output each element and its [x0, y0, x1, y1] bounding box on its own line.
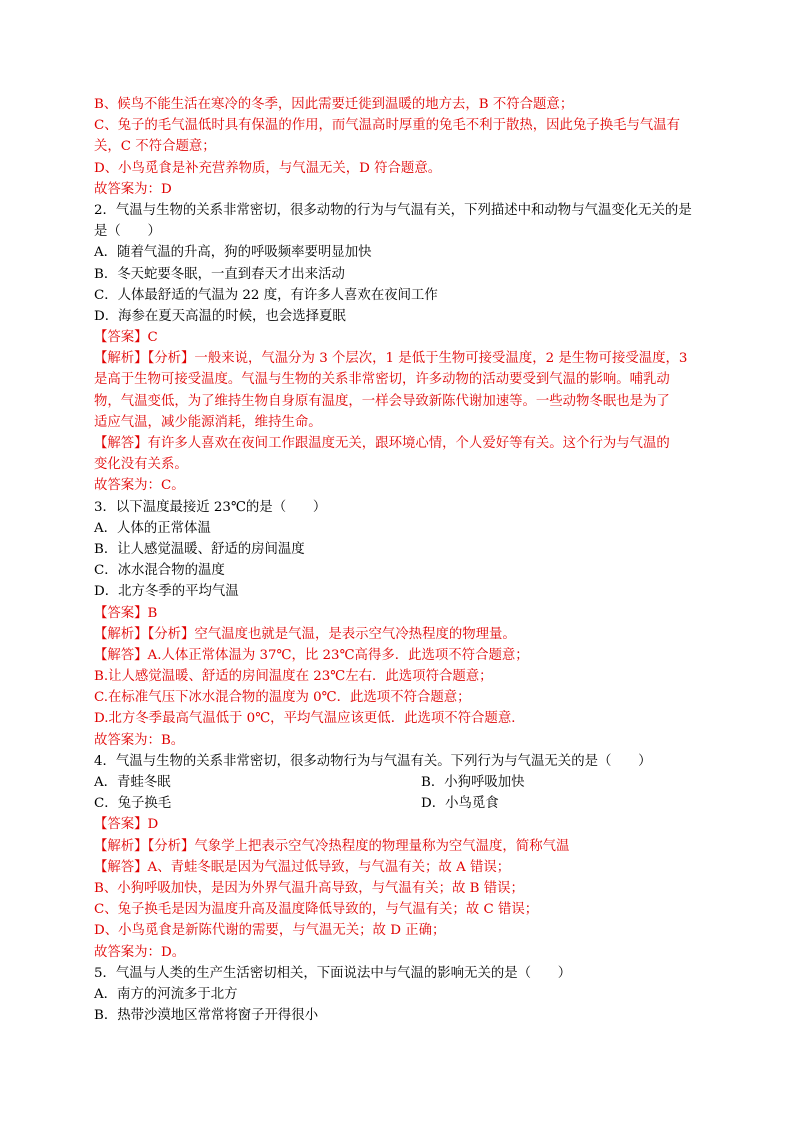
q4-solution-line4: D、小鸟觅食是新陈代谢的需要，与气温无关；故 D 正确； [94, 923, 446, 939]
q2-stem-line1: 2．气温与生物的关系非常密切，很多动物的行为与气温有关，下列描述中和动物与气温变化无关的是 [94, 202, 692, 218]
q4-option-c: C．兔子换毛 [94, 796, 172, 812]
q4-option-a: A．青蛙冬眠 [94, 775, 171, 790]
q2-option-b: B．冬天蛇要冬眠，一直到春天才出来活动 [94, 266, 345, 282]
q2-analysis-line1: 【解析】【分析】一般来说，气温分为 3 个层次，1 是低于生物可接受温度，2 是生物可接受温度，3 [94, 351, 688, 367]
q4-option-d: D．小鸟觅食 [421, 796, 499, 812]
q2-solution-line2: 变化没有关系。 [94, 457, 188, 473]
q4-answer: 【答案】D [94, 817, 159, 833]
q4-options-row2 [94, 793, 704, 814]
q1-option-d-explanation: D、小鸟觅食是补充营养物质，与气温无关，D 符合题意。 [94, 160, 442, 176]
q3-answer: 【答案】B [94, 605, 158, 621]
q4-solution-line3: C、兔子换毛是因为温度升高及温度降低导致的，与气温有关；故 C 错误； [94, 902, 539, 918]
q3-stem: 3．以下温度最接近 23℃的是（ ） [94, 499, 327, 515]
q4-final-answer: 故答案为：D。 [94, 944, 186, 960]
document-page [94, 94, 704, 1026]
q3-solution-line3: C.在标准气压下冰水混合物的温度为 0℃．此选项不符合题意； [94, 690, 471, 706]
q5-stem: 5．气温与人类的生产生活密切相关，下面说法中与气温的影响无关的是（ ） [94, 965, 572, 981]
q4-solution-line1: 【解答】A、青蛙冬眠是因为气温过低导致，与气温有关；故 A 错误； [94, 859, 511, 875]
q2-answer: 【答案】C [94, 330, 158, 346]
q2-analysis-line2: 是高于生物可接受温度。气温与生物的关系非常密切，许多动物的活动要受到气温的影响。哺乳动 [94, 372, 670, 388]
q2-stem-line2: 是（ ） [94, 224, 161, 240]
q2-option-c: C．人体最舒适的气温为 22 度，有许多人喜欢在夜间工作 [94, 287, 438, 303]
q4-stem: 4．气温与生物的关系非常密切，很多动物行为与气温有关。下列行为与气温无关的是（ ） [94, 753, 652, 769]
q3-option-a: A．人体的正常体温 [94, 520, 211, 536]
q3-option-c: C．冰水混合物的温度 [94, 563, 225, 579]
q3-solution-line2: B.让人感觉温暖、舒适的房间温度在 23℃左右．此选项符合题意； [94, 669, 493, 685]
q2-solution-line1: 【解答】有许多人喜欢在夜间工作跟温度无关，跟环境心情，个人爱好等有关。这个行为与气温的 [94, 436, 670, 451]
q4-option-b: B．小狗呼吸加快 [421, 775, 525, 790]
q1-final-answer: 故答案为：D [94, 181, 172, 197]
q2-final-answer: 故答案为：C。 [94, 478, 185, 494]
q2-option-d: D．海参在夏天高温的时候，也会选择夏眠 [94, 308, 346, 324]
q3-solution-line4: D.北方冬季最高气温低于 0℃，平均气温应该更低．此选项不符合题意． [94, 711, 525, 727]
q4-options-row1 [94, 772, 704, 793]
q3-final-answer: 故答案为：B。 [94, 732, 185, 748]
q5-option-a: A．南方的河流多于北方 [94, 986, 238, 1002]
q2-option-a: A．随着气温的升高，狗的呼吸频率要明显加快 [94, 245, 372, 261]
q1-option-c-explanation-line1: C、兔子的毛气温低时具有保温的作用，而气温高时厚重的兔毛不利于散热，因此兔子换毛与气温有 [94, 118, 681, 134]
q4-analysis: 【解析】【分析】气象学上把表示空气冷热程度的物理量称为空气温度，简称气温 [94, 838, 570, 854]
q5-option-b: B．热带沙漠地区常常将窗子开得很小 [94, 1008, 319, 1024]
q2-analysis-line4: 适应气温，减少能源消耗，维持生命。 [94, 414, 322, 430]
q3-analysis: 【解析】【分析】空气温度也就是气温，是表示空气冷热程度的物理量。 [94, 626, 516, 642]
q1-option-c-explanation-line2: 关，C 不符合题意； [94, 139, 216, 155]
q3-option-d: D．北方冬季的平均气温 [94, 584, 239, 600]
q4-solution-line2: B、小狗呼吸加快，是因为外界气温升高导致，与气温有关；故 B 错误； [94, 880, 524, 896]
q3-option-b: B．让人感觉温暖、舒适的房间温度 [94, 541, 305, 557]
q2-analysis-line3: 物，气温变低，为了维持生物自身原有温度，一样会导致新陈代谢加速等。一些动物冬眠也是为了 [94, 393, 670, 409]
q3-solution-line1: 【解答】A.人体正常体温为 37℃，比 23℃高得多．此选项不符合题意； [94, 647, 529, 663]
q1-option-b-explanation: B、候鸟不能生活在寒冷的冬季，因此需要迁徙到温暖的地方去，B 不符合题意； [94, 97, 574, 112]
